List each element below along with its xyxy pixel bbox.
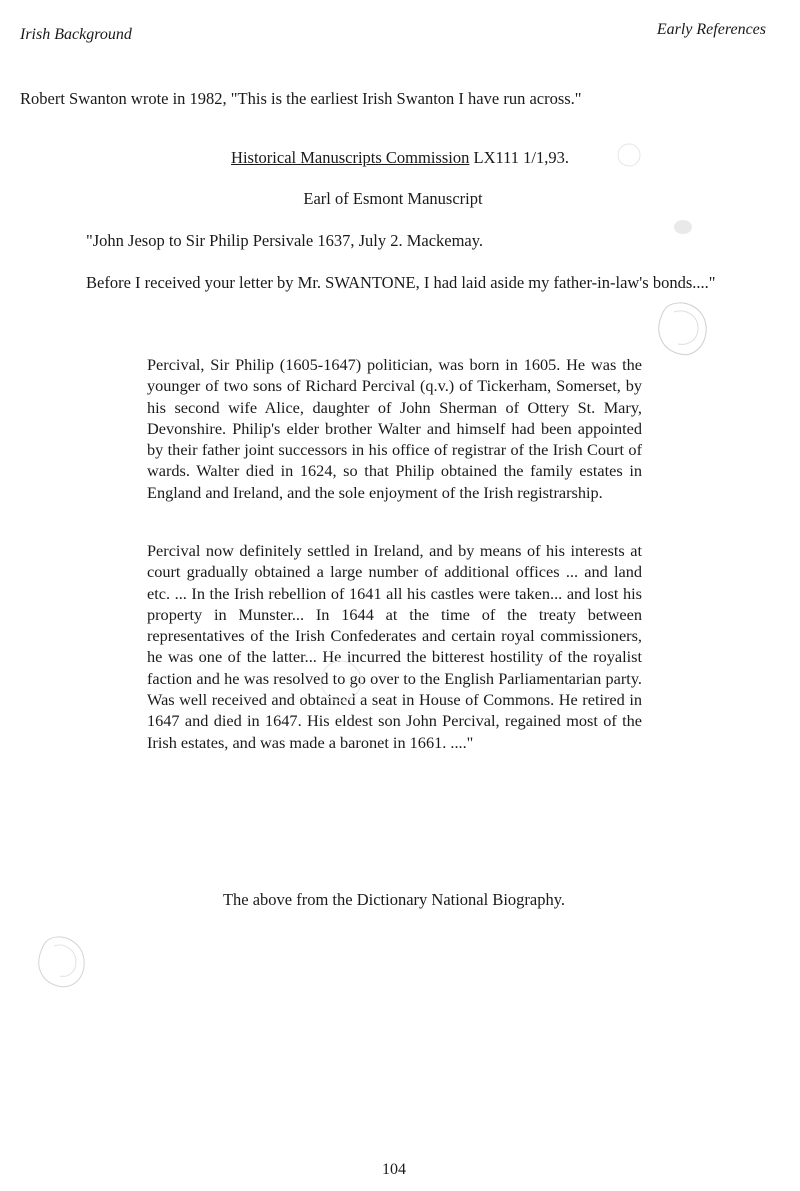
running-header-left: Irish Background (20, 26, 132, 43)
page-number: 104 (382, 1161, 406, 1178)
manuscript-name: Earl of Esmont Manuscript (303, 189, 483, 208)
source-reference-code: LX111 1/1,93. (473, 148, 569, 167)
biography-paragraph-2: Percival now definitely settled in Ireland, and by means of his interests at court gradually obtained a large number of additional offices ... and land etc. ... In the Irish rebellion of 1641 all his castles were taken... and lost his property in Munster... In 1644 at the time of the treaty between representatives of the Irish Confederates and certain royal commissioners, he was one of the latter... He incurred the bitterest hostility of the royalist faction and he was resolved to go over to the English Parliamentarian party. Was well received and obtained a seat in House of Commons. He retired in 1647 and died in 1647. His eldest son John Percival, regained most of the Irish estates, and was made a baronet in 1661. ...." (147, 541, 642, 752)
paper-stain-left (30, 928, 100, 998)
paper-stain-right (648, 296, 718, 366)
biography-paragraph-1: Percival, Sir Philip (1605-1647) politician, was born in 1605. He was the younger of two sons of Richard Percival (q.v.) of Tickerham, Somerset, by his second wife Alice, daughter of John Sherman of Ottery St. Mary, Devonshire. Philip's elder brother Walter and himself had been appointed by their father joint successors in his office of registrar of the Irish Court of wards. Walter died in 1624, so that Philip obtained the family estates in England and Ireland, and the sole enjoyment of the Irish registrarship. (147, 355, 642, 502)
letter-line: "John Jesop to Sir Philip Persivale 1637, July 2. Mackemay. (86, 231, 484, 250)
source-reference-title: Historical Manuscripts Commission (231, 148, 470, 167)
source-reference-line (0, 148, 800, 168)
source-note: The above from the Dictionary National Biography. (222, 890, 566, 909)
intro-sentence: Robert Swanton wrote in 1982, "This is the earliest Irish Swanton I have run across." (20, 89, 582, 108)
running-header-right: Early References (656, 21, 766, 38)
paper-smudge (668, 214, 698, 240)
paper-stain-top-right (614, 140, 644, 170)
letter-excerpt: Before I received your letter by Mr. SWANTONE, I had laid aside my father-in-law's bonds...." (86, 273, 716, 292)
paper-ring-mark (316, 656, 366, 706)
